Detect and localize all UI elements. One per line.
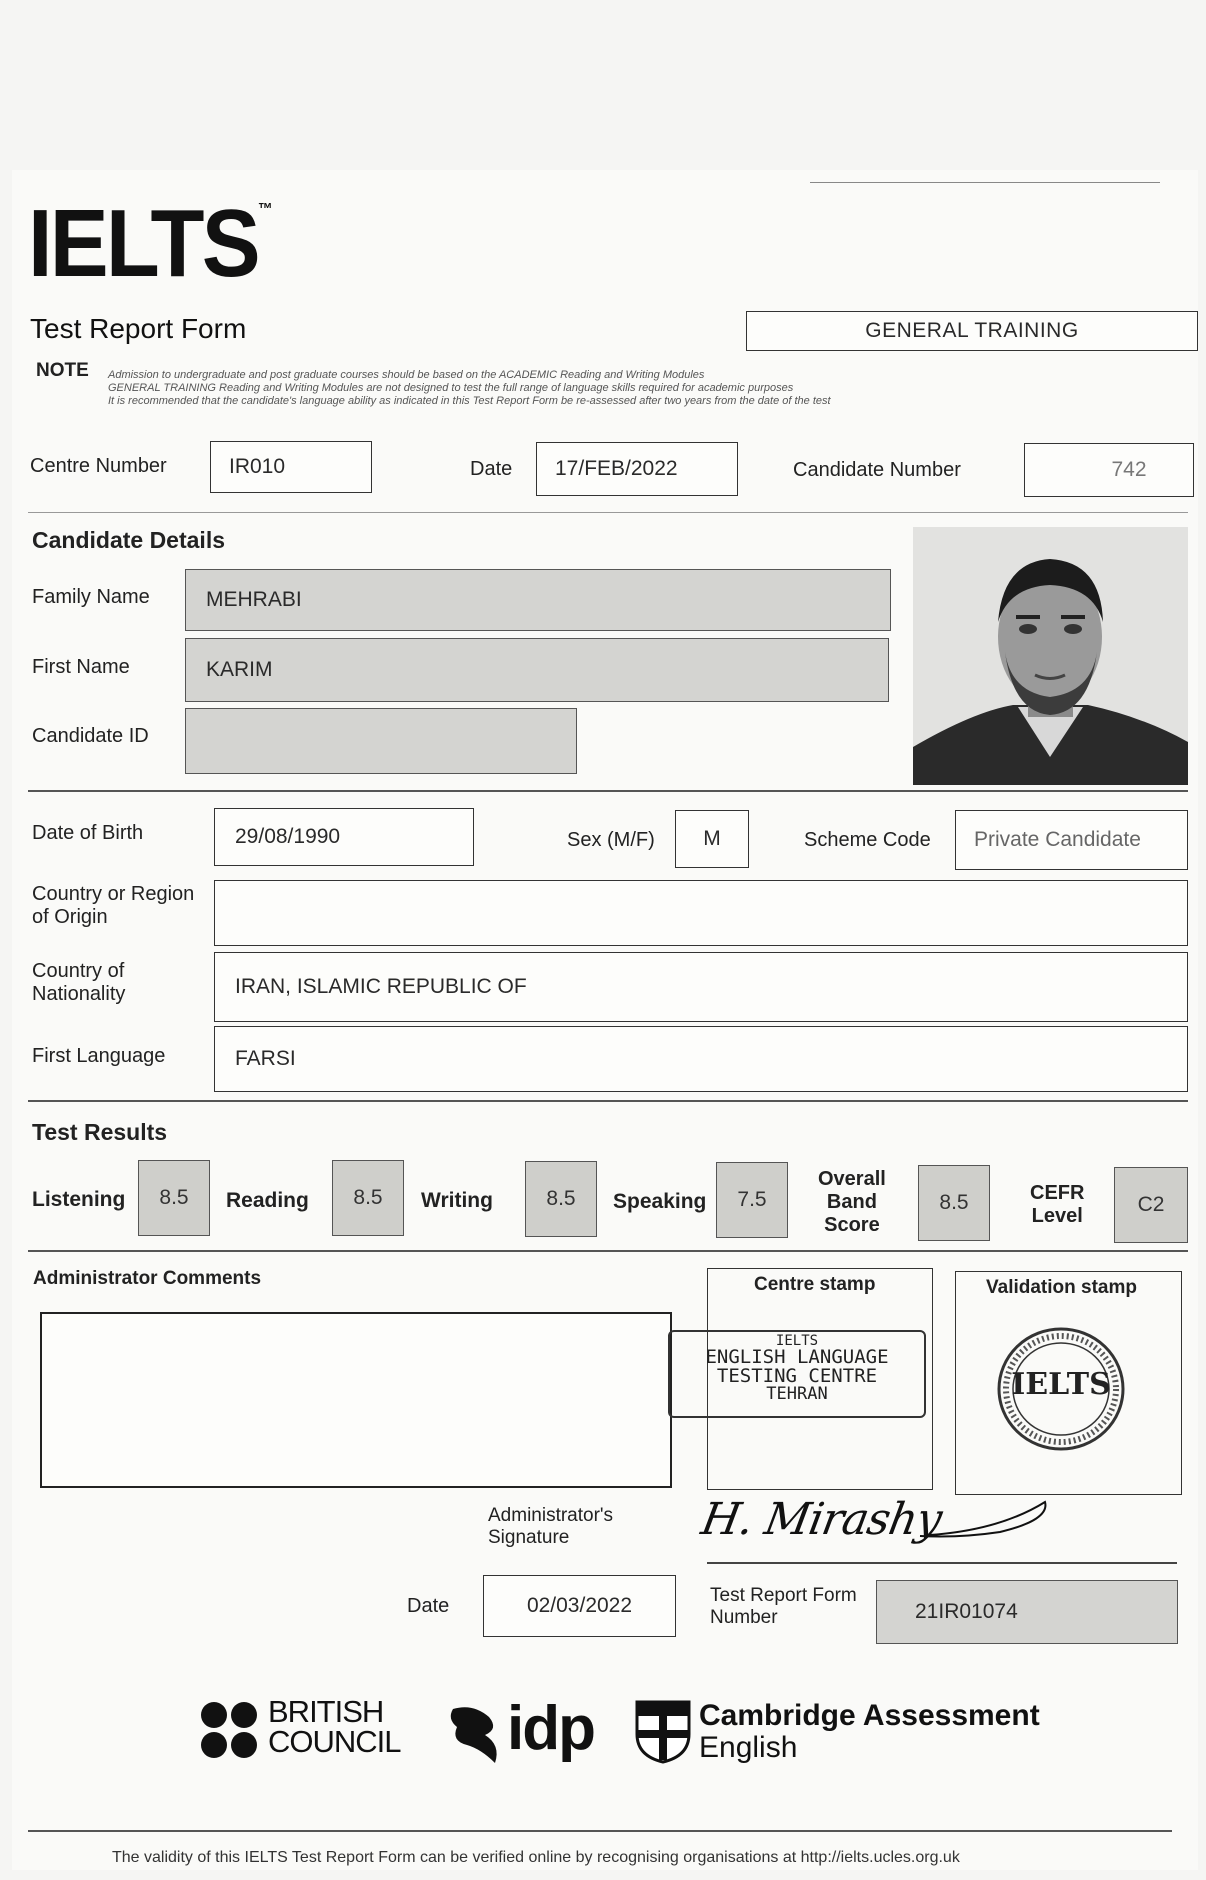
validation-stamp-seal <box>995 1325 1127 1453</box>
admin-date-label: Date <box>407 1595 450 1617</box>
dob-value: 29/08/1990 <box>235 825 341 848</box>
scheme-code-label: Scheme Code <box>804 829 931 851</box>
test-results-title: Test Results <box>32 1119 168 1145</box>
centre-number-label: Centre Number <box>30 455 167 477</box>
family-name-label: Family Name <box>32 586 150 608</box>
sex-field <box>675 810 749 868</box>
date-label: Date <box>470 458 513 480</box>
trf-number-field <box>876 1580 1178 1644</box>
validation-stamp-label: Validation stamp <box>986 1277 1137 1298</box>
cambridge-logo: Cambridge Assessment English <box>635 1698 1025 1770</box>
validity-text: The validity of this IELTS Test Report Form can be verified online by recognising organisations at http://ielts.ucles.org.uk <box>112 1849 960 1866</box>
centre-stamp-label: Centre stamp <box>754 1274 876 1295</box>
nationality-label: Country of Nationality <box>32 960 126 1005</box>
footer-rule <box>28 1830 1172 1832</box>
admin-comments-label: Administrator Comments <box>33 1268 262 1289</box>
speaking-label: Speaking <box>613 1190 707 1213</box>
sex-label: Sex (M/F) <box>567 829 655 851</box>
ielts-logo: IELTS™ <box>28 190 273 297</box>
candidate-number-label: Candidate Number <box>793 459 961 481</box>
reading-score: 8.5 <box>332 1160 404 1236</box>
note-text <box>108 369 1088 408</box>
sex-value: M <box>703 827 721 850</box>
note-line-3: It is recommended that the candidate's language ability as indicated in this Test Report Form be re-assessed after two years from the date of the test <box>108 395 831 407</box>
module-value: GENERAL TRAINING <box>865 319 1079 342</box>
admin-signature: H. Mirashy <box>700 1490 1060 1560</box>
scheme-code-field <box>955 810 1188 870</box>
divider-4 <box>28 1250 1188 1252</box>
first-language-field <box>214 1026 1188 1092</box>
top-rule <box>810 182 1160 183</box>
writing-score: 8.5 <box>525 1161 597 1237</box>
centre-number-field <box>210 441 372 493</box>
date-value: 17/FEB/2022 <box>555 457 678 480</box>
speaking-score: 7.5 <box>716 1162 788 1238</box>
form-title: Test Report Form <box>30 313 247 344</box>
british-council-logo: BRITISH COUNCIL <box>200 1697 410 1767</box>
date-field <box>536 442 738 496</box>
nationality-field <box>214 952 1188 1022</box>
note-line-2: GENERAL TRAINING Reading and Writing Modules are not designed to test the full range of language skills required for academic purposes <box>108 382 794 394</box>
admin-date-value: 02/03/2022 <box>526 1594 633 1617</box>
trf-number-label: Test Report Form Number <box>710 1585 857 1628</box>
admin-date-field <box>483 1575 676 1637</box>
note-label: NOTE <box>36 360 89 381</box>
portrait-image <box>913 527 1188 785</box>
idp-logo: idp <box>445 1693 595 1773</box>
validation-stamp-logo: IELTS <box>1011 1367 1111 1402</box>
module-box <box>746 311 1198 351</box>
divider-3 <box>28 1100 1188 1102</box>
candidate-id-label: Candidate ID <box>32 725 149 747</box>
first-name-value: KARIM <box>206 658 273 681</box>
first-language-value: FARSI <box>235 1047 296 1070</box>
scheme-code-value: Private Candidate <box>974 828 1141 851</box>
family-name-value: MEHRABI <box>206 588 302 611</box>
first-language-label: First Language <box>32 1045 166 1067</box>
divider-1 <box>28 512 1188 513</box>
signature-rule <box>707 1562 1177 1564</box>
origin-label: Country or Region of Origin <box>32 883 195 928</box>
writing-label: Writing <box>421 1189 493 1212</box>
dob-field <box>214 808 474 866</box>
centre-stamp: IELTS ENGLISH LANGUAGE TESTING CENTRE TEHRAN <box>668 1330 926 1418</box>
cefr-level-score: C2 <box>1114 1167 1188 1243</box>
overall-band-score: 8.5 <box>918 1165 990 1241</box>
candidate-number-field <box>1024 443 1194 497</box>
origin-field <box>214 880 1188 946</box>
admin-comments-box <box>40 1312 672 1488</box>
overall-band-label: Overall Band Score <box>818 1168 886 1236</box>
admin-signature-label: Administrator's Signature <box>488 1505 614 1548</box>
first-name-field <box>185 638 889 702</box>
centre-number-value: IR010 <box>229 455 286 478</box>
listening-label: Listening <box>32 1188 126 1211</box>
family-name-field <box>185 569 891 631</box>
first-name-label: First Name <box>32 656 130 678</box>
candidate-details-title: Candidate Details <box>32 527 225 553</box>
dob-label: Date of Birth <box>32 822 144 844</box>
candidate-number-value: 742 <box>1111 458 1147 481</box>
divider-2 <box>28 790 1188 792</box>
listening-score: 8.5 <box>138 1160 210 1236</box>
cefr-level-label: CEFR Level <box>1030 1182 1085 1227</box>
nationality-value: IRAN, ISLAMIC REPUBLIC OF <box>235 975 527 998</box>
candidate-id-field <box>185 708 577 774</box>
candidate-photo <box>913 527 1188 785</box>
trf-number-value: 21IR01074 <box>915 1600 1018 1623</box>
note-line-1: Admission to undergraduate and post graduate courses should be based on the ACADEMIC Reading and Writing Modules <box>108 369 705 381</box>
reading-label: Reading <box>226 1189 309 1212</box>
